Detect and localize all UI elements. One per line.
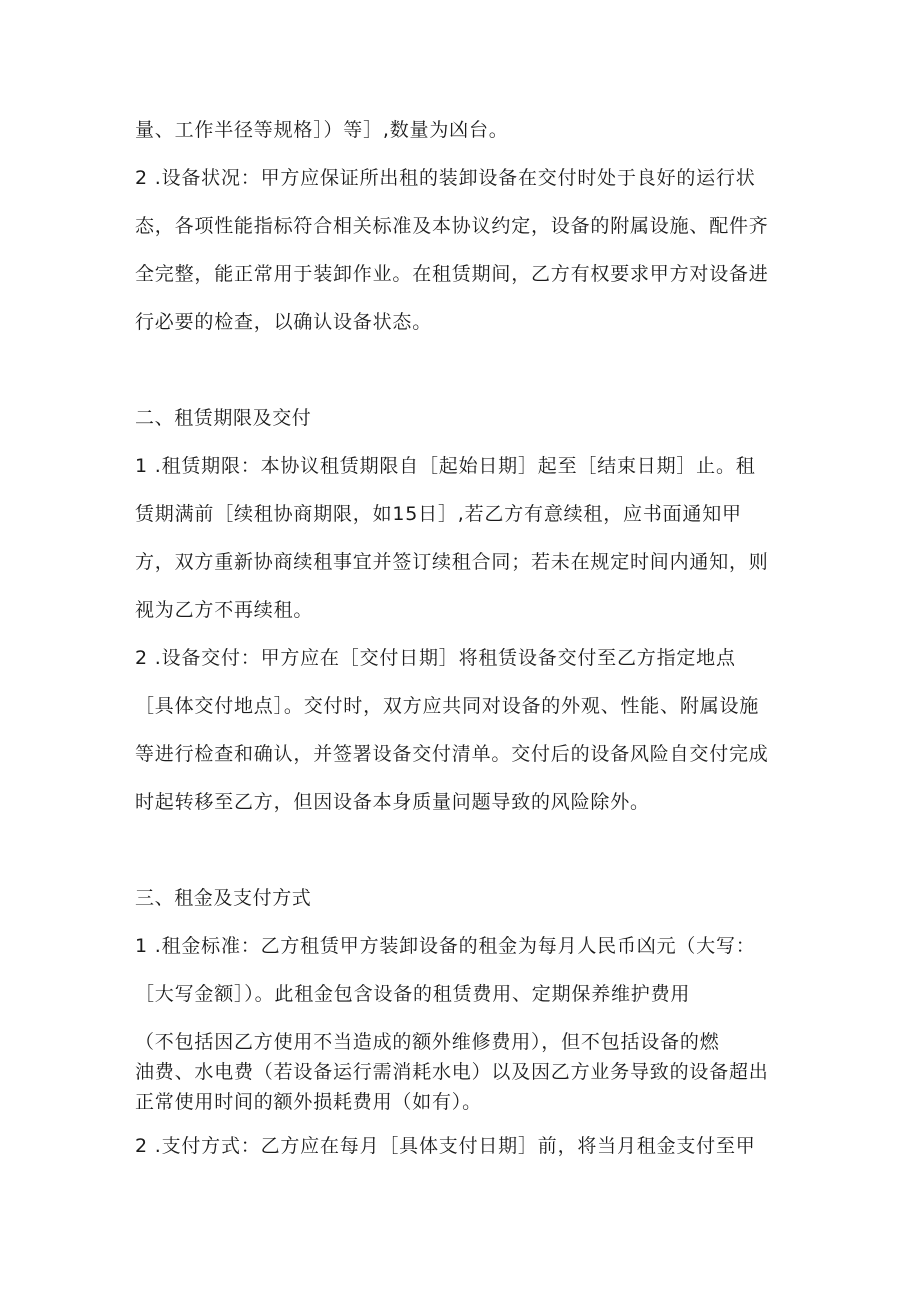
text-line: ［具体交付地点］。交付时，双方应共同对设备的外观、性能、附属设施 [135, 695, 760, 717]
text-line: 赁期满前［续租协商期限，如15日］,若乙方有意续租，应书面通知甲 [135, 503, 742, 525]
text-line: 1 .租金标准：乙方租赁甲方装卸设备的租金为每月人民币凶元（大写： [135, 935, 756, 957]
text-line: 全完整，能正常用于装卸作业。在租赁期间，乙方有权要求甲方对设备进 [135, 263, 769, 285]
text-line: 等进行检查和确认，并签署设备交付清单。交付后的设备风险自交付完成 [135, 743, 769, 765]
text-line: （不包括因乙方使用不当造成的额外维修费用），但不包括设备的燃 [135, 1031, 720, 1053]
section-heading: 二、租赁期限及交付 [135, 407, 312, 429]
text-line: 行必要的检查，以确认设备状态。 [135, 311, 433, 333]
text-line: 方，双方重新协商续租事宜并签订续租合同；若未在规定时间内通知，则 [135, 551, 769, 573]
text-line: 态，各项性能指标符合相关标准及本协议约定，设备的附属设施、配件齐 [135, 215, 769, 237]
text-line: 2 .设备交付：甲方应在［交付日期］将租赁设备交付至乙方指定地点 [135, 647, 736, 669]
text-line: 量、工作半径等规格］）等］,数量为凶台。 [135, 119, 509, 141]
text-line: 2 .设备状况：甲方应保证所出租的装卸设备在交付时处于良好的运行状 [135, 167, 756, 189]
text-line: 时起转移至乙方，但因设备本身质量问题导致的风险除外。 [135, 791, 650, 813]
text-line: 1 .租赁期限：本协议租赁期限自［起始日期］起至［结束日期］止。租 [135, 455, 756, 477]
text-line: 正常使用时间的额外损耗费用（如有）。 [135, 1091, 482, 1113]
section-heading: 三、租金及支付方式 [135, 887, 312, 909]
text-line: 视为乙方不再续租。 [135, 599, 314, 621]
text-line: 2 .支付方式：乙方应在每月［具体支付日期］前，将当月租金支付至甲 [135, 1135, 756, 1157]
text-line: 油费、水电费（若设备运行需消耗水电）以及因乙方业务导致的设备超出 [135, 1061, 769, 1083]
text-line: ［大写金额］）。此租金包含设备的租赁费用、定期保养维护费用 [135, 983, 691, 1005]
